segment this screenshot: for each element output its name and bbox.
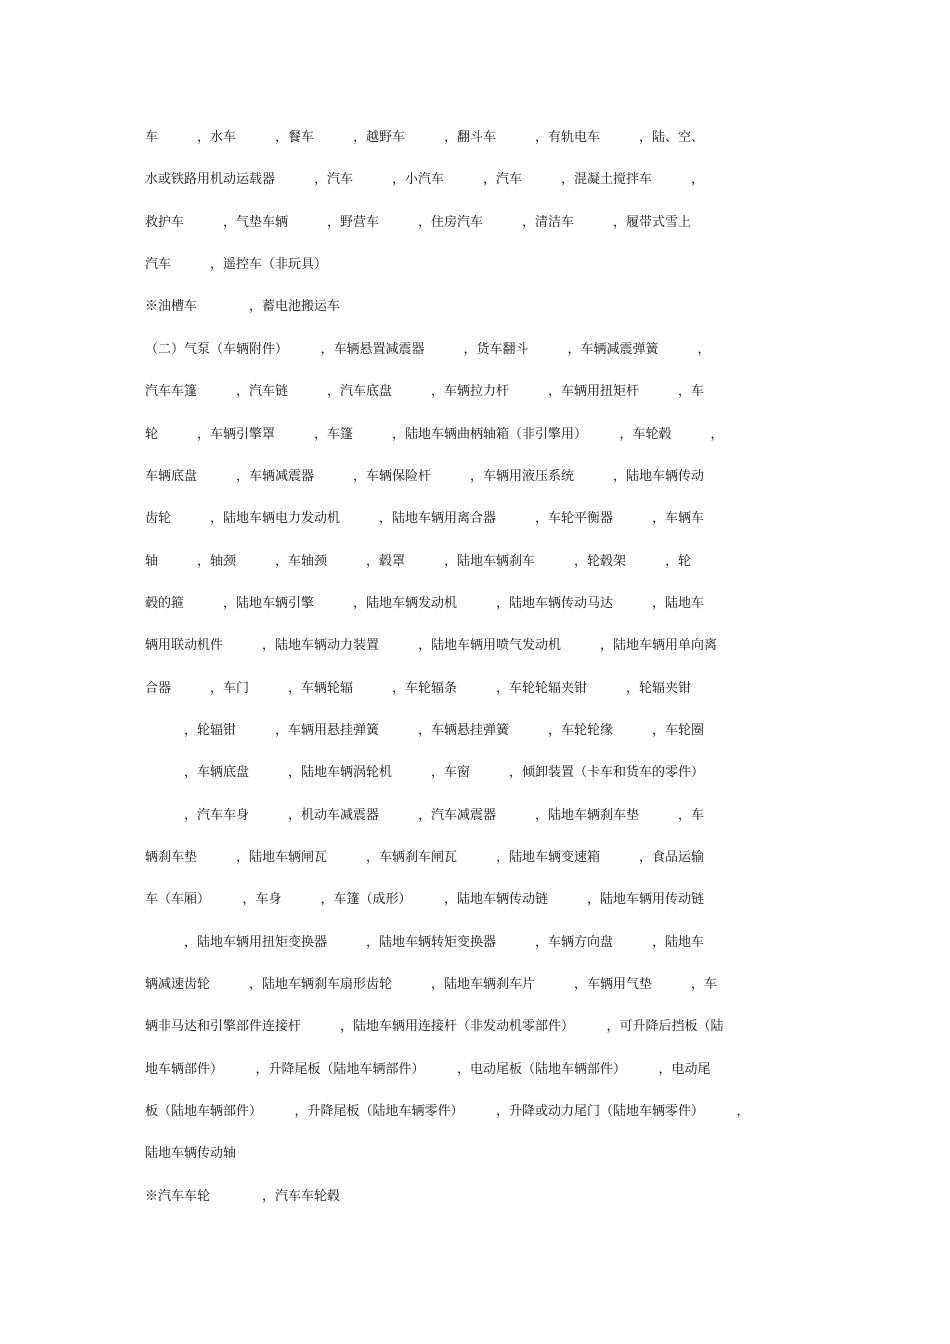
text-line: 轴 ，轴颈 ，车轴颈 ，毂罩 ，陆地车辆刹车 ，轮毂架 ，轮 — [145, 554, 692, 569]
text-line: ，陆地车辆用扭矩变换器 ，陆地车辆转矩变换器 ，车辆方向盘 ，陆地车 — [145, 935, 705, 950]
text-line: ※油槽车 ，蓄电池搬运车 — [145, 299, 341, 314]
text-line: 车（车厢） ，车身 ，车篷（成形） ，陆地车辆传动链 ，陆地车辆用传动链 — [145, 892, 705, 907]
text-line: 汽车车篷 ，汽车链 ，汽车底盘 ，车辆拉力杆 ，车辆用扭矩杆 ，车 — [145, 384, 705, 399]
text-line: ，汽车车身 ，机动车减震器 ，汽车减震器 ，陆地车辆刹车垫 ，车 — [145, 808, 705, 823]
text-line: 辆用联动机件 ，陆地车辆动力装置 ，陆地车辆用喷气发动机 ，陆地车辆用单向离 — [145, 638, 718, 653]
text-line: 齿轮 ，陆地车辆电力发动机 ，陆地车辆用离合器 ，车轮平衡器 ，车辆车 — [145, 511, 705, 526]
text-line: 轮 ，车辆引擎罩 ，车篷 ，陆地车辆曲柄轴箱（非引擎用） ，车轮毂 ， — [145, 427, 724, 442]
text-line: ，轮辐钳 ，车辆用悬挂弹簧 ，车辆悬挂弹簧 ，车轮轮缘 ，车轮圈 — [145, 723, 705, 738]
text-line: ※汽车车轮 ，汽车车轮毂 — [145, 1189, 341, 1204]
text-line: （二）气泵（车辆附件） ，车辆悬置减震器 ，货车翻斗 ，车辆减震弹簧 ， — [145, 342, 711, 357]
text-line: 板（陆地车辆部件） ，升降尾板（陆地车辆零件） ，升降或动力尾门（陆地车辆零件） ， — [145, 1104, 750, 1119]
text-line: 陆地车辆传动轴 — [145, 1146, 237, 1161]
text-line: 车 ，水车 ，餐车 ，越野车 ，翻斗车 ，有轨电车 ，陆、空、 — [145, 130, 705, 145]
text-line: 水或铁路用机动运载器 ，汽车 ，小汽车 ，汽车 ，混凝土搅拌车 ， — [145, 172, 705, 187]
text-line: 汽车 ，遥控车（非玩具） — [145, 257, 328, 272]
text-line: 车辆底盘 ，车辆减震器 ，车辆保险杆 ，车辆用液压系统 ，陆地车辆传动 — [145, 469, 705, 484]
text-line: ，车辆底盘 ，陆地车辆涡轮机 ，车窗 ，倾卸装置（卡车和货车的零件） — [145, 765, 705, 780]
text-line: 合器 ，车门 ，车辆轮辐 ，车轮辐条 ，车轮轮辐夹钳 ，轮辐夹钳 — [145, 681, 692, 696]
text-line: 地车辆部件） ，升降尾板（陆地车辆部件） ，电动尾板（陆地车辆部件） ，电动尾 — [145, 1062, 711, 1077]
text-line: 辆非马达和引擎部件连接杆 ，陆地车辆用连接杆（非发动机零部件） ，可升降后挡板（陆 — [145, 1019, 724, 1034]
text-line: 毂的箍 ，陆地车辆引擎 ，陆地车辆发动机 ，陆地车辆传动马达 ，陆地车 — [145, 596, 705, 611]
text-line: 辆减速齿轮 ，陆地车辆刹车扇形齿轮 ，陆地车辆刹车片 ，车辆用气垫 ，车 — [145, 977, 718, 992]
text-line: 救护车 ，气垫车辆 ，野营车 ，住房汽车 ，清洁车 ，履带式雪上 — [145, 215, 692, 230]
text-line: 辆刹车垫 ，陆地车辆闸瓦 ，车辆刹车闸瓦 ，陆地车辆变速箱 ，食品运输 — [145, 850, 705, 865]
